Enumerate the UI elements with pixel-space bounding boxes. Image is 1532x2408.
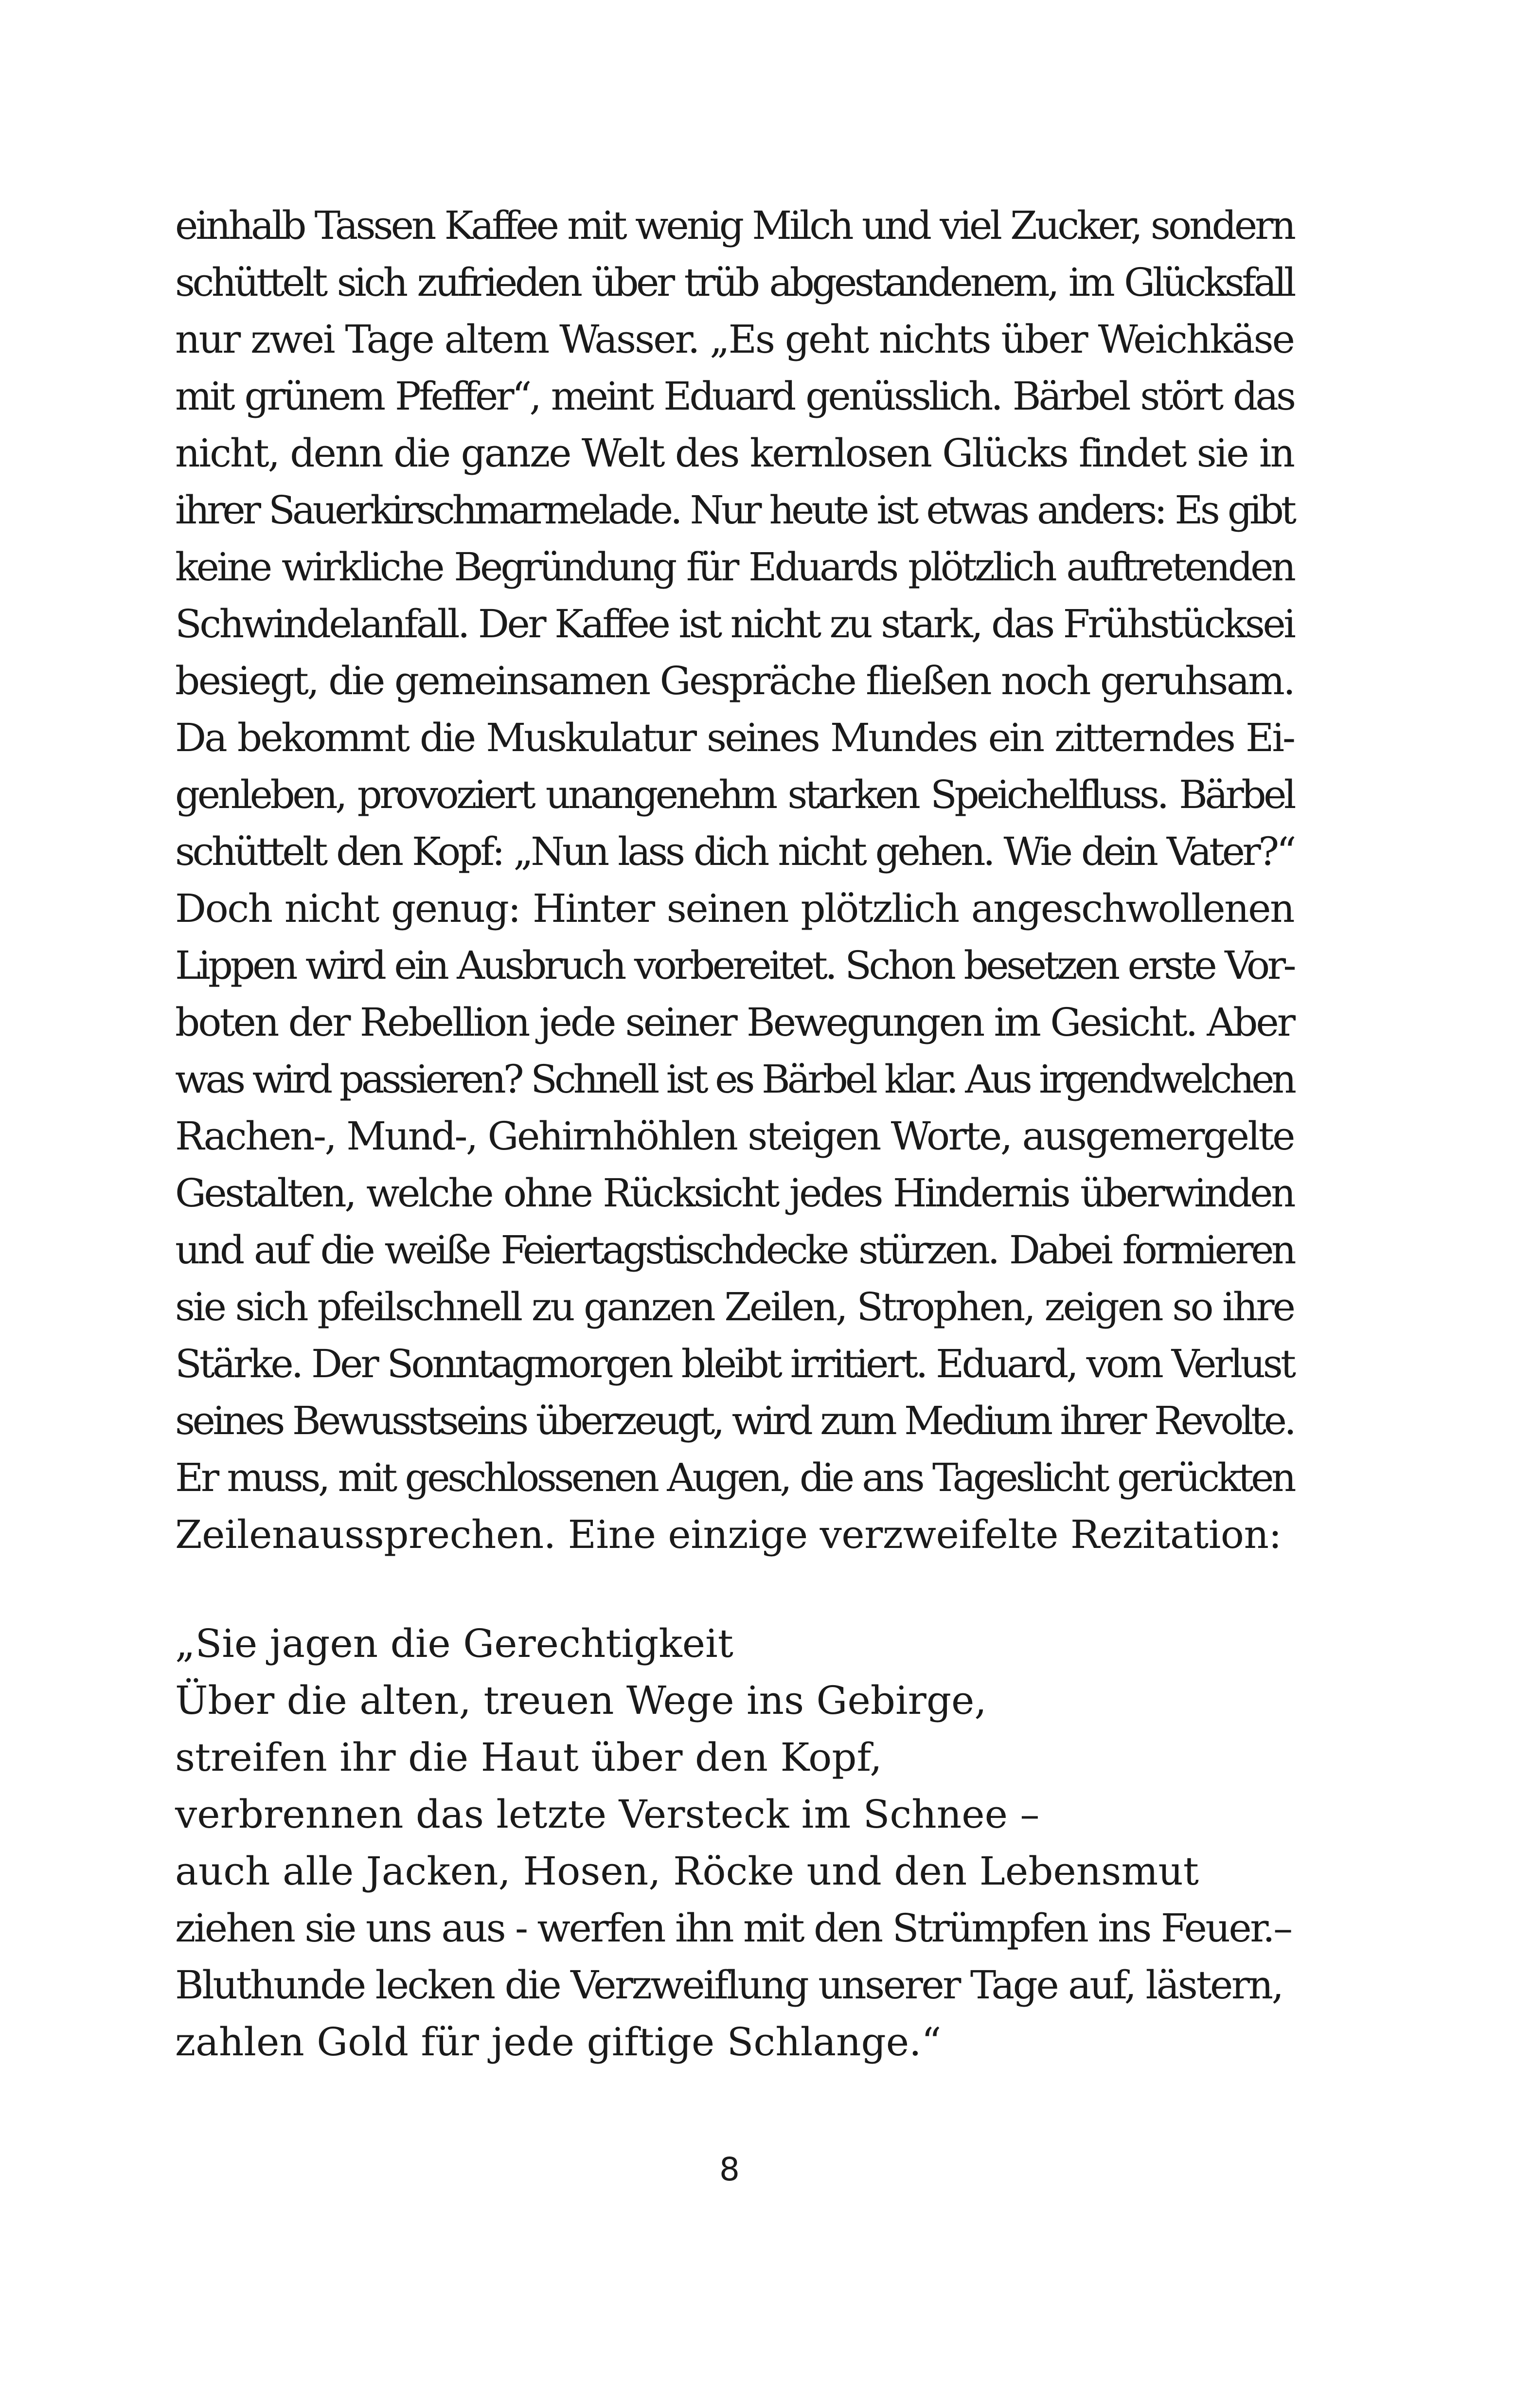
poem-verse: Bluthunde lecken die Verzweiflung unserer Tage auf, lästern, xyxy=(175,1962,1283,2008)
prose-line: Zeilenaussprechen. Eine einzige verzweifelte Rezitation: xyxy=(175,1512,1282,1557)
prose-line: keine wirkliche Begründung für Eduards plötzlich auftretenden xyxy=(175,544,1294,590)
prose-line: sie sich pfeilschnell zu ganzen Zeilen, Strophen, zeigen so ihre xyxy=(175,1284,1294,1330)
prose-line: Schwindelanfall. Der Kaffee ist nicht zu stark, das Frühstücksei xyxy=(175,601,1294,647)
poem-verse: auch alle Jacken, Hosen, Röcke und den Lebensmut xyxy=(175,1849,1199,1894)
prose-line: Da bekommt die Muskulatur seines Mundes ein zitterndes Ei- xyxy=(175,715,1294,760)
prose-line: schüttelt sich zufrieden über trüb abgestandenem, im Glücksfall xyxy=(175,260,1294,305)
prose-paragraph xyxy=(175,197,1294,1563)
prose-line: was wird passieren? Schnell ist es Bärbel klar. Aus irgendwelchen xyxy=(175,1057,1294,1102)
prose-line: einhalb Tassen Kaffee mit wenig Milch und viel Zucker, sondern xyxy=(175,203,1294,248)
prose-line: Rachen-, Mund-, Gehirnhöhlen steigen Worte, ausgemergelte xyxy=(175,1114,1294,1159)
prose-line: genleben, provoziert unangenehm starken Speichelfluss. Bärbel xyxy=(175,772,1294,817)
poem-verse: streifen ihr die Haut über den Kopf, xyxy=(175,1735,882,1780)
prose-line: nicht, denn die ganze Welt des kernlosen Glücks findet sie in xyxy=(175,431,1294,476)
prose-line: ihrer Sauerkirschmarmelade. Nur heute ist etwas anders: Es gibt xyxy=(175,487,1294,533)
poem-stanza xyxy=(175,1615,1294,2070)
prose-line: Doch nicht genug: Hinter seinen plötzlich angeschwollenen xyxy=(175,886,1294,931)
poem-verse: Über die alten, treuen Wege ins Gebirge, xyxy=(175,1678,987,1723)
prose-line: schüttelt den Kopf: „Nun lass dich nicht gehen. Wie dein Vater?“ xyxy=(175,829,1294,874)
prose-line: nur zwei Tage altem Wasser. „Es geht nichts über Weichkäse xyxy=(175,317,1294,362)
poem-verse: verbrennen das letzte Versteck im Schnee – xyxy=(175,1792,1040,1837)
prose-line: seines Bewusstseins überzeugt, wird zum Medium ihrer Revolte. xyxy=(175,1398,1294,1443)
page-number: 8 xyxy=(719,2151,740,2188)
prose-line: boten der Rebellion jede seiner Bewegungen im Gesicht. Aber xyxy=(175,1000,1294,1045)
prose-line: Stärke. Der Sonntagmorgen bleibt irritiert. Eduard, vom Verlust xyxy=(175,1341,1294,1386)
prose-line: Er muss, mit geschlossenen Augen, die ans Tageslicht gerückten xyxy=(175,1455,1294,1500)
prose-line: und auf die weiße Feiertagstischdecke stürzen. Dabei formieren xyxy=(175,1227,1294,1273)
poem-verse: „Sie jagen die Gerechtigkeit xyxy=(175,1621,733,1666)
prose-line: Lippen wird ein Ausbruch vorbereitet. Schon besetzen erste Vor- xyxy=(175,943,1294,988)
poem-verse: zahlen Gold für jede giftige Schlange.“ xyxy=(175,2019,942,2065)
prose-line: mit grünem Pfeffer“, meint Eduard genüsslich. Bärbel stört das xyxy=(175,374,1294,419)
poem-verse: ziehen sie uns aus - werfen ihn mit den Strümpfen ins Feuer.– xyxy=(175,1905,1291,1951)
prose-line: besiegt, die gemeinsamen Gespräche fließen noch geruhsam. xyxy=(175,658,1294,703)
prose-line: Gestalten, welche ohne Rücksicht jedes Hindernis überwinden xyxy=(175,1170,1294,1216)
